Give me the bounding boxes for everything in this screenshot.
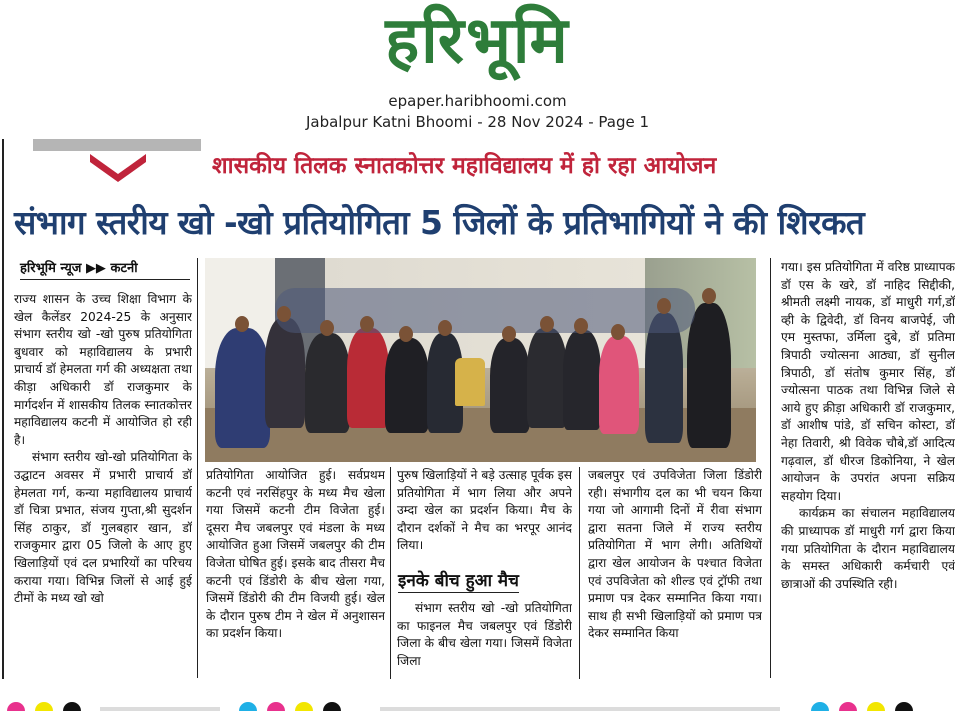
column-rule [390, 467, 391, 679]
paragraph: जबलपुर एवं उपविजेता जिला डिंडोरी रही। संभागीय दल का भी चयन किया गया जो आगामी दिनों में रीवा संभाग द्वारा सतना जिले में राज्य स्तरीय प्रतियोगिता में भाग लेगी। अतिथियों द्वारा खेल आयोजन के पश्चात विजेता एवं उपविजेता को शील्ड एवं ट्रॉफी तथा प्रमाण पत्र देकर सम्मानित किया गया। साथ ही सभी खिलाड़ियों को प्रमाण पत्र देकर सम्मानित किया [588, 468, 762, 641]
article-column-4 [588, 467, 762, 679]
paragraph: पुरुष खिलाड़ियों ने बड़े उत्साह पूर्वक इस प्रतियोगिता में भाग लिया और अपने उम्दा खेल का प्रदर्शन किया। मैच के दौरान दर्शकों ने मैच का भरपूर आनंद लिया। [397, 468, 572, 553]
masthead-logo: हरिभूमि [385, 4, 570, 78]
paragraph: संभाग स्तरीय खो -खो प्रतियोगिता का फाइनल मैच जबलपुर एवं डिंडोरी जिला के बीच खेला गया। जिसमें विजेता जिला [397, 601, 572, 668]
column-rule [197, 258, 198, 678]
paragraph: संभाग स्तरीय खो-खो प्रतियोगिता के उद्घाटन अवसर में प्रभारी प्राचार्य डॉ हेमलता गर्ग, कन्या महाविद्यालय प्राचार्य डॉ चित्रा प्रभात, संजय गुप्ता,श्री सुदर्शन सिंह ठाकुर, डॉ गुलबहार खान, डॉ राजकुमार द्वारा 05 जिलो के आए हुए खिलाड़ियों एवं दल प्रभारियों का परिचय कराया गया। विभिन्न जिलों से आई हुई टीमों के मध्य खो खो [14, 450, 192, 606]
article-column-3 [397, 467, 572, 567]
team-group-photo [205, 258, 756, 462]
paragraph: गया। इस प्रतियोगिता में वरिष्ठ प्राध्यापक डॉ एस के खरे, डॉ नाहिद सिद्दीकी, श्रीमती लक्ष्मी नायक, डॉ माधुरी गर्ग,डॉ व्ही के द्विवेदी, डॉ विनय बाजपेई, जी एम मुस्तफा, उर्मिला दुबे, डॉ प्रतिमा त्रिपाठी ज्योत्सना आठ्या, डॉ सुनील त्रिपाठी, डॉ संतोष कुमार सिंह, डॉ ज्योत्सना पाठक तथा विभिन्न जिले से आये हुए क्रीड़ा अधिकारी डॉ राजकुमार, डॉ आशीष पांडे, डॉ सचिन कोस्टा, डॉ नेहा तिवारी, श्री विवेक चौबे,डॉ आदित्य गढ़वाल, डॉ धीरज डिकोनिया, ने खेल आयोजन के उपरांत अपना सक्रिय सहयोग दिया। [781, 260, 955, 503]
print-registration-marks [0, 699, 955, 711]
kicker-accent-bar [33, 139, 201, 151]
paragraph: प्रतियोगिता आयोजित हुई। सर्वप्रथम कटनी एवं नरसिंहपुर के मध्य मैच खेला गया जिसमें कटनी टीम विजेता हुई। दूसरा मैच जबलपुर एवं मंडला के मध्य आयोजित हुआ जिसमें जबलपुर की टीम विजेता घोषित हुई। इसके बाद तीसरा मैच कटनी एवं डिंडोरी के बीच खेला गया, जिसमें डिंडोरी की टीम विजयी हुई। खेल के दौरान पुरुष टीम ने खेल में अनुशासन का प्रदर्शन किया। [206, 468, 385, 641]
left-margin-rule [2, 139, 4, 679]
column-rule [579, 467, 580, 679]
chevron-down-icon [88, 152, 148, 182]
paragraph: कार्यक्रम का संचालन महाविद्यालय की प्राध्यापक डॉ माधुरी गर्ग द्वारा किया गया प्रतियोगिता के दौरान महाविद्यालय के समस्त अधिकारी कर्मचारी एवं छात्राओं की उपस्थिति रही। [781, 506, 955, 591]
article-column-5 [781, 259, 955, 679]
article-kicker: शासकीय तिलक स्नातकोत्तर महाविद्यालय में हो रहा आयोजन [212, 153, 717, 179]
edition-line: Jabalpur Katni Bhoomi - 28 Nov 2024 - Page 1 [305, 113, 650, 131]
byline: हरिभूमि न्यूज ▶▶ कटनी [20, 258, 190, 280]
article-headline: संभाग स्तरीय खो -खो प्रतियोगिता 5 जिलों के प्रतिभागियों ने की शिरकत [14, 203, 865, 242]
source-url[interactable]: epaper.haribhoomi.com [388, 92, 567, 110]
paragraph: राज्य शासन के उच्च शिक्षा विभाग के खेल कैलेंडर 2024-25 के अनुसार संभाग स्तरीय खो -खो पुरुष प्रतियोगिता बुधवार को महाविद्यालय के प्रभारी प्राचार्य डॉ हेमलता गर्ग की अध्यक्षता तथा कीड़ा अधिकारी डॉ राजकुमार के मार्गदर्शन में शासकीय तिलक स्नातकोत्तर महाविद्यालय कटनी में आयोजित हो रही है। [14, 292, 192, 447]
article-column-2 [206, 467, 385, 679]
column-rule [770, 258, 771, 678]
article-column-1 [14, 291, 192, 679]
article-column-3b [397, 600, 572, 679]
section-subheading: इनके बीच हुआ मैच [398, 568, 519, 593]
